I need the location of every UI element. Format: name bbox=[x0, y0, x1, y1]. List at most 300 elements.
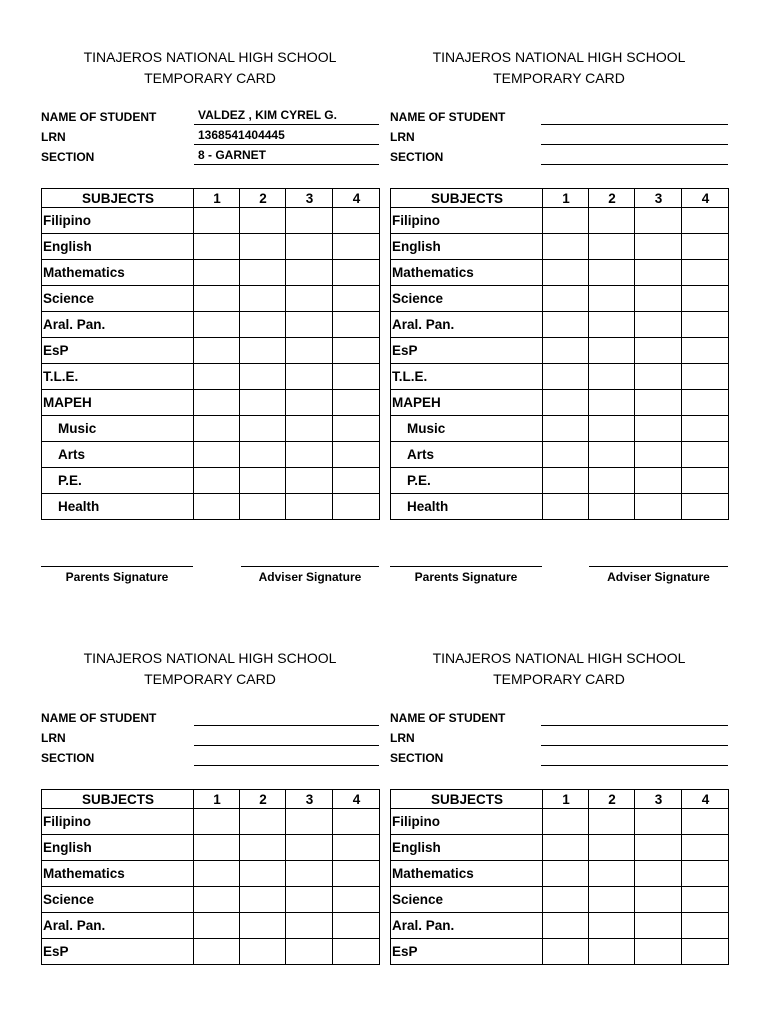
grade-cell[interactable] bbox=[194, 390, 240, 416]
grade-cell[interactable] bbox=[194, 260, 240, 286]
grade-cell[interactable] bbox=[589, 390, 635, 416]
grade-cell[interactable] bbox=[543, 416, 589, 442]
grade-cell[interactable] bbox=[682, 234, 729, 260]
quarter-2-header: 2 bbox=[589, 790, 635, 809]
grade-cell[interactable] bbox=[682, 494, 729, 520]
subject-name: P.E. bbox=[42, 468, 194, 494]
quarter-4-header: 4 bbox=[682, 790, 729, 809]
grades-header-row bbox=[391, 189, 729, 208]
subject-name: Health bbox=[391, 494, 543, 520]
grade-cell[interactable] bbox=[682, 442, 729, 468]
grade-cell[interactable] bbox=[240, 260, 286, 286]
lrn-field[interactable]: 1368541404445 bbox=[194, 127, 379, 145]
grade-cell[interactable] bbox=[635, 416, 682, 442]
grade-cell[interactable] bbox=[635, 861, 682, 887]
grade-cell[interactable] bbox=[682, 338, 729, 364]
grade-cell[interactable] bbox=[286, 494, 333, 520]
subject-row-health bbox=[42, 494, 380, 520]
grade-cell[interactable] bbox=[635, 494, 682, 520]
grade-cell[interactable] bbox=[589, 809, 635, 835]
section-row bbox=[41, 748, 379, 768]
grade-cell[interactable] bbox=[543, 364, 589, 390]
subject-row-filipino bbox=[42, 208, 380, 234]
subject-name: MAPEH bbox=[391, 390, 543, 416]
grade-cell[interactable] bbox=[194, 364, 240, 390]
quarter-1-header: 1 bbox=[543, 189, 589, 208]
grade-cell[interactable] bbox=[635, 364, 682, 390]
subject-name: Filipino bbox=[42, 208, 194, 234]
grade-cell[interactable] bbox=[286, 286, 333, 312]
subject-row-music bbox=[42, 416, 380, 442]
lrn-row bbox=[390, 728, 728, 748]
grade-cell[interactable] bbox=[589, 286, 635, 312]
section-row bbox=[390, 748, 728, 768]
subject-name: Science bbox=[42, 887, 194, 913]
lrn-label: LRN bbox=[41, 731, 66, 745]
grade-cell[interactable] bbox=[240, 286, 286, 312]
subject-row-aral-pan bbox=[391, 312, 729, 338]
grades-header-row bbox=[42, 790, 380, 809]
grade-cell[interactable] bbox=[543, 338, 589, 364]
grade-cell[interactable] bbox=[682, 809, 729, 835]
quarter-3-header: 3 bbox=[286, 189, 333, 208]
grade-cell[interactable] bbox=[333, 809, 380, 835]
grade-cell[interactable] bbox=[589, 208, 635, 234]
parents-signature-label: Parents Signature bbox=[65, 570, 169, 584]
subject-name: EsP bbox=[42, 939, 194, 965]
grade-cell[interactable] bbox=[286, 208, 333, 234]
grade-cell[interactable] bbox=[286, 887, 333, 913]
grade-cell[interactable] bbox=[194, 887, 240, 913]
subject-row-english bbox=[42, 835, 380, 861]
grades-table bbox=[390, 188, 729, 520]
subject-row-english bbox=[42, 234, 380, 260]
subject-name: Filipino bbox=[42, 809, 194, 835]
grade-cell[interactable] bbox=[240, 208, 286, 234]
grade-cell[interactable] bbox=[194, 338, 240, 364]
subject-name: Mathematics bbox=[391, 861, 543, 887]
school-name: TINAJEROS NATIONAL HIGH SCHOOL bbox=[83, 650, 337, 666]
subjects-header: SUBJECTS bbox=[391, 790, 543, 809]
grade-cell[interactable] bbox=[333, 887, 380, 913]
grade-cell[interactable] bbox=[543, 312, 589, 338]
subject-name: EsP bbox=[391, 939, 543, 965]
grade-cell[interactable] bbox=[333, 913, 380, 939]
lrn-field[interactable] bbox=[194, 728, 379, 746]
quarter-1-header: 1 bbox=[194, 790, 240, 809]
grade-cell[interactable] bbox=[543, 286, 589, 312]
temporary-card-3 bbox=[41, 648, 379, 959]
subject-row-filipino bbox=[42, 809, 380, 835]
grade-cell[interactable] bbox=[286, 835, 333, 861]
grade-cell[interactable] bbox=[682, 468, 729, 494]
grade-cell[interactable] bbox=[635, 442, 682, 468]
grade-cell[interactable] bbox=[333, 312, 380, 338]
grade-cell[interactable] bbox=[286, 468, 333, 494]
grade-cell[interactable] bbox=[682, 835, 729, 861]
subject-name: Aral. Pan. bbox=[42, 913, 194, 939]
subjects-header: SUBJECTS bbox=[42, 790, 194, 809]
lrn-label: LRN bbox=[41, 130, 66, 144]
subject-row-pe bbox=[391, 468, 729, 494]
grade-cell[interactable] bbox=[240, 835, 286, 861]
grade-cell[interactable] bbox=[635, 809, 682, 835]
subject-name: Aral. Pan. bbox=[42, 312, 194, 338]
subject-row-english bbox=[391, 234, 729, 260]
grade-cell[interactable] bbox=[333, 390, 380, 416]
lrn-row bbox=[390, 127, 728, 147]
subject-name: Arts bbox=[391, 442, 543, 468]
grade-cell[interactable] bbox=[635, 260, 682, 286]
grade-cell[interactable] bbox=[194, 809, 240, 835]
grade-cell[interactable] bbox=[635, 390, 682, 416]
subject-row-mathematics bbox=[391, 260, 729, 286]
subject-row-esp bbox=[42, 939, 380, 965]
student-name-field[interactable] bbox=[194, 708, 379, 726]
grade-cell[interactable] bbox=[543, 809, 589, 835]
subject-row-aral-pan bbox=[42, 913, 380, 939]
subject-name: P.E. bbox=[391, 468, 543, 494]
grade-cell[interactable] bbox=[194, 442, 240, 468]
grade-cell[interactable] bbox=[589, 887, 635, 913]
grade-cell[interactable] bbox=[194, 913, 240, 939]
grades-table bbox=[41, 789, 380, 965]
subject-name: EsP bbox=[42, 338, 194, 364]
grade-cell[interactable] bbox=[240, 887, 286, 913]
grade-cell[interactable] bbox=[240, 442, 286, 468]
subject-name: Mathematics bbox=[42, 861, 194, 887]
section-field[interactable] bbox=[194, 748, 379, 766]
subject-name: Filipino bbox=[391, 208, 543, 234]
subject-name: English bbox=[42, 234, 194, 260]
subject-row-tle bbox=[42, 364, 380, 390]
school-name: TINAJEROS NATIONAL HIGH SCHOOL bbox=[432, 49, 686, 65]
grade-cell[interactable] bbox=[194, 939, 240, 965]
grade-cell[interactable] bbox=[240, 338, 286, 364]
quarter-4-header: 4 bbox=[333, 790, 380, 809]
grade-cell[interactable] bbox=[682, 939, 729, 965]
grade-cell[interactable] bbox=[240, 494, 286, 520]
subject-name: English bbox=[391, 234, 543, 260]
quarter-3-header: 3 bbox=[635, 189, 682, 208]
grade-cell[interactable] bbox=[589, 442, 635, 468]
signature-line[interactable] bbox=[241, 566, 379, 567]
grade-cell[interactable] bbox=[682, 913, 729, 939]
subject-name: T.L.E. bbox=[42, 364, 194, 390]
lrn-label: LRN bbox=[390, 130, 415, 144]
card-title bbox=[390, 47, 728, 89]
grades-table bbox=[390, 789, 729, 965]
grade-cell[interactable] bbox=[333, 835, 380, 861]
grade-cell[interactable] bbox=[333, 286, 380, 312]
grade-cell[interactable] bbox=[635, 208, 682, 234]
grade-cell[interactable] bbox=[286, 390, 333, 416]
subject-name: Science bbox=[391, 887, 543, 913]
lrn-field[interactable] bbox=[541, 127, 728, 145]
subject-row-esp bbox=[42, 338, 380, 364]
grade-cell[interactable] bbox=[286, 260, 333, 286]
grade-cell[interactable] bbox=[589, 939, 635, 965]
quarter-4-header: 4 bbox=[333, 189, 380, 208]
subject-row-science bbox=[42, 286, 380, 312]
grade-cell[interactable] bbox=[589, 234, 635, 260]
grade-cell[interactable] bbox=[240, 939, 286, 965]
grade-cell[interactable] bbox=[194, 835, 240, 861]
name-label: NAME OF STUDENT bbox=[41, 711, 157, 725]
grade-cell[interactable] bbox=[240, 234, 286, 260]
section-label: SECTION bbox=[390, 751, 444, 765]
card-type: TEMPORARY CARD bbox=[144, 671, 276, 687]
grade-cell[interactable] bbox=[543, 468, 589, 494]
lrn-row bbox=[41, 728, 379, 748]
lrn-field[interactable] bbox=[541, 728, 728, 746]
grade-cell[interactable] bbox=[194, 416, 240, 442]
grade-cell[interactable] bbox=[682, 286, 729, 312]
subject-row-mathematics bbox=[42, 260, 380, 286]
student-info bbox=[390, 708, 728, 768]
grade-cell[interactable] bbox=[589, 416, 635, 442]
grade-cell[interactable] bbox=[286, 364, 333, 390]
subject-name: Filipino bbox=[391, 809, 543, 835]
grade-cell[interactable] bbox=[589, 494, 635, 520]
name-row bbox=[390, 107, 728, 127]
grade-cell[interactable] bbox=[543, 208, 589, 234]
grade-cell[interactable] bbox=[589, 861, 635, 887]
subject-row-science bbox=[42, 887, 380, 913]
grade-cell[interactable] bbox=[286, 442, 333, 468]
parents-signature-label: Parents Signature bbox=[414, 570, 518, 584]
grade-cell[interactable] bbox=[333, 234, 380, 260]
parents-signature bbox=[390, 566, 542, 584]
adviser-signature-label: Adviser Signature bbox=[258, 570, 362, 584]
grade-cell[interactable] bbox=[194, 234, 240, 260]
section-field[interactable] bbox=[541, 147, 728, 165]
grade-cell[interactable] bbox=[194, 494, 240, 520]
adviser-signature bbox=[589, 566, 728, 584]
lrn-row bbox=[41, 127, 379, 147]
subject-row-mathematics bbox=[42, 861, 380, 887]
signature-line[interactable] bbox=[390, 566, 542, 567]
grade-cell[interactable] bbox=[682, 208, 729, 234]
grades-header-row bbox=[391, 790, 729, 809]
student-name-field[interactable] bbox=[541, 107, 728, 125]
subject-name: MAPEH bbox=[42, 390, 194, 416]
grade-cell[interactable] bbox=[543, 939, 589, 965]
adviser-signature-label: Adviser Signature bbox=[607, 570, 710, 584]
grade-cell[interactable] bbox=[543, 887, 589, 913]
grade-cell[interactable] bbox=[333, 442, 380, 468]
grade-cell[interactable] bbox=[682, 861, 729, 887]
adviser-signature bbox=[241, 566, 379, 584]
grade-cell[interactable] bbox=[286, 338, 333, 364]
grade-cell[interactable] bbox=[543, 260, 589, 286]
subject-row-science bbox=[391, 286, 729, 312]
signature-line[interactable] bbox=[589, 566, 728, 567]
student-name-field[interactable] bbox=[541, 708, 728, 726]
grade-cell[interactable] bbox=[286, 861, 333, 887]
subject-row-mapeh bbox=[42, 390, 380, 416]
grade-cell[interactable] bbox=[635, 234, 682, 260]
section-label: SECTION bbox=[41, 751, 95, 765]
subject-row-mathematics bbox=[391, 861, 729, 887]
grade-cell[interactable] bbox=[240, 390, 286, 416]
name-row bbox=[390, 708, 728, 728]
parents-signature bbox=[41, 566, 193, 584]
grade-cell[interactable] bbox=[635, 468, 682, 494]
name-row bbox=[41, 107, 379, 127]
subject-row-science bbox=[391, 887, 729, 913]
grade-cell[interactable] bbox=[543, 390, 589, 416]
card-type: TEMPORARY CARD bbox=[144, 70, 276, 86]
grade-cell[interactable] bbox=[194, 861, 240, 887]
grade-cell[interactable] bbox=[635, 939, 682, 965]
subject-row-tle bbox=[391, 364, 729, 390]
quarter-2-header: 2 bbox=[240, 790, 286, 809]
subject-row-arts bbox=[42, 442, 380, 468]
grade-cell[interactable] bbox=[635, 312, 682, 338]
card-title bbox=[41, 47, 379, 89]
card-type: TEMPORARY CARD bbox=[493, 671, 625, 687]
subject-name: Arts bbox=[42, 442, 194, 468]
card-title bbox=[41, 648, 379, 690]
section-field[interactable]: 8 - GARNET bbox=[194, 147, 379, 165]
subject-row-filipino bbox=[391, 208, 729, 234]
grade-cell[interactable] bbox=[286, 913, 333, 939]
name-label: NAME OF STUDENT bbox=[390, 110, 506, 124]
grade-cell[interactable] bbox=[333, 364, 380, 390]
grade-cell[interactable] bbox=[240, 913, 286, 939]
grade-cell[interactable] bbox=[194, 468, 240, 494]
temporary-card-1 bbox=[41, 47, 379, 584]
grade-cell[interactable] bbox=[333, 416, 380, 442]
subject-name: Aral. Pan. bbox=[391, 913, 543, 939]
subject-name: Music bbox=[42, 416, 194, 442]
grade-cell[interactable] bbox=[286, 312, 333, 338]
grade-cell[interactable] bbox=[333, 338, 380, 364]
subject-row-pe bbox=[42, 468, 380, 494]
grade-cell[interactable] bbox=[543, 913, 589, 939]
grade-cell[interactable] bbox=[543, 494, 589, 520]
signature-line[interactable] bbox=[41, 566, 193, 567]
grade-cell[interactable] bbox=[240, 416, 286, 442]
grade-cell[interactable] bbox=[635, 338, 682, 364]
grade-cell[interactable] bbox=[682, 364, 729, 390]
grade-cell[interactable] bbox=[635, 887, 682, 913]
subject-name: English bbox=[42, 835, 194, 861]
grade-cell[interactable] bbox=[333, 494, 380, 520]
grade-cell[interactable] bbox=[333, 468, 380, 494]
grade-cell[interactable] bbox=[589, 835, 635, 861]
subject-row-mapeh bbox=[391, 390, 729, 416]
grades-header-row bbox=[42, 189, 380, 208]
subjects-header: SUBJECTS bbox=[391, 189, 543, 208]
grade-cell[interactable] bbox=[635, 913, 682, 939]
grade-cell[interactable] bbox=[682, 416, 729, 442]
subject-row-health bbox=[391, 494, 729, 520]
subject-row-aral-pan bbox=[391, 913, 729, 939]
grade-cell[interactable] bbox=[589, 468, 635, 494]
grade-cell[interactable] bbox=[682, 260, 729, 286]
quarter-1-header: 1 bbox=[194, 189, 240, 208]
grade-cell[interactable] bbox=[682, 390, 729, 416]
quarter-1-header: 1 bbox=[543, 790, 589, 809]
grade-cell[interactable] bbox=[333, 208, 380, 234]
grade-cell[interactable] bbox=[240, 809, 286, 835]
grade-cell[interactable] bbox=[240, 468, 286, 494]
subject-name: T.L.E. bbox=[391, 364, 543, 390]
subject-row-english bbox=[391, 835, 729, 861]
grade-cell[interactable] bbox=[543, 861, 589, 887]
name-label: NAME OF STUDENT bbox=[41, 110, 157, 124]
grade-cell[interactable] bbox=[286, 416, 333, 442]
grade-cell[interactable] bbox=[333, 939, 380, 965]
grade-cell[interactable] bbox=[194, 286, 240, 312]
subject-row-filipino bbox=[391, 809, 729, 835]
temporary-card-4 bbox=[390, 648, 728, 959]
grade-cell[interactable] bbox=[333, 260, 380, 286]
student-info bbox=[41, 107, 379, 167]
grade-cell[interactable] bbox=[194, 312, 240, 338]
grade-cell[interactable] bbox=[333, 861, 380, 887]
grade-cell[interactable] bbox=[543, 442, 589, 468]
card-title bbox=[390, 648, 728, 690]
grade-cell[interactable] bbox=[589, 312, 635, 338]
section-row bbox=[390, 147, 728, 167]
grade-cell[interactable] bbox=[286, 809, 333, 835]
subject-name: Mathematics bbox=[391, 260, 543, 286]
grade-cell[interactable] bbox=[240, 861, 286, 887]
school-name: TINAJEROS NATIONAL HIGH SCHOOL bbox=[83, 49, 337, 65]
quarter-3-header: 3 bbox=[635, 790, 682, 809]
grade-cell[interactable] bbox=[543, 234, 589, 260]
grade-cell[interactable] bbox=[286, 939, 333, 965]
grade-cell[interactable] bbox=[589, 260, 635, 286]
section-row bbox=[41, 147, 379, 167]
grade-cell[interactable] bbox=[635, 286, 682, 312]
subject-row-music bbox=[391, 416, 729, 442]
subject-row-aral-pan bbox=[42, 312, 380, 338]
grade-cell[interactable] bbox=[286, 234, 333, 260]
name-label: NAME OF STUDENT bbox=[390, 711, 506, 725]
name-row bbox=[41, 708, 379, 728]
subject-name: EsP bbox=[391, 338, 543, 364]
grade-cell[interactable] bbox=[589, 913, 635, 939]
grade-cell[interactable] bbox=[543, 835, 589, 861]
grade-cell[interactable] bbox=[682, 887, 729, 913]
grade-cell[interactable] bbox=[240, 312, 286, 338]
grade-cell[interactable] bbox=[194, 208, 240, 234]
quarter-3-header: 3 bbox=[286, 790, 333, 809]
subject-name: Science bbox=[391, 286, 543, 312]
section-label: SECTION bbox=[390, 150, 444, 164]
quarter-4-header: 4 bbox=[682, 189, 729, 208]
subject-name: Mathematics bbox=[42, 260, 194, 286]
subject-name: Science bbox=[42, 286, 194, 312]
grade-cell[interactable] bbox=[682, 312, 729, 338]
subject-name: Music bbox=[391, 416, 543, 442]
quarter-2-header: 2 bbox=[240, 189, 286, 208]
school-name: TINAJEROS NATIONAL HIGH SCHOOL bbox=[432, 650, 686, 666]
grade-cell[interactable] bbox=[635, 835, 682, 861]
grade-cell[interactable] bbox=[240, 364, 286, 390]
section-field[interactable] bbox=[541, 748, 728, 766]
temporary-card-2 bbox=[390, 47, 728, 584]
lrn-label: LRN bbox=[390, 731, 415, 745]
grade-cell[interactable] bbox=[589, 338, 635, 364]
student-info bbox=[41, 708, 379, 768]
grade-cell[interactable] bbox=[589, 364, 635, 390]
student-name-field[interactable]: VALDEZ , KIM CYREL G. bbox=[194, 107, 379, 125]
